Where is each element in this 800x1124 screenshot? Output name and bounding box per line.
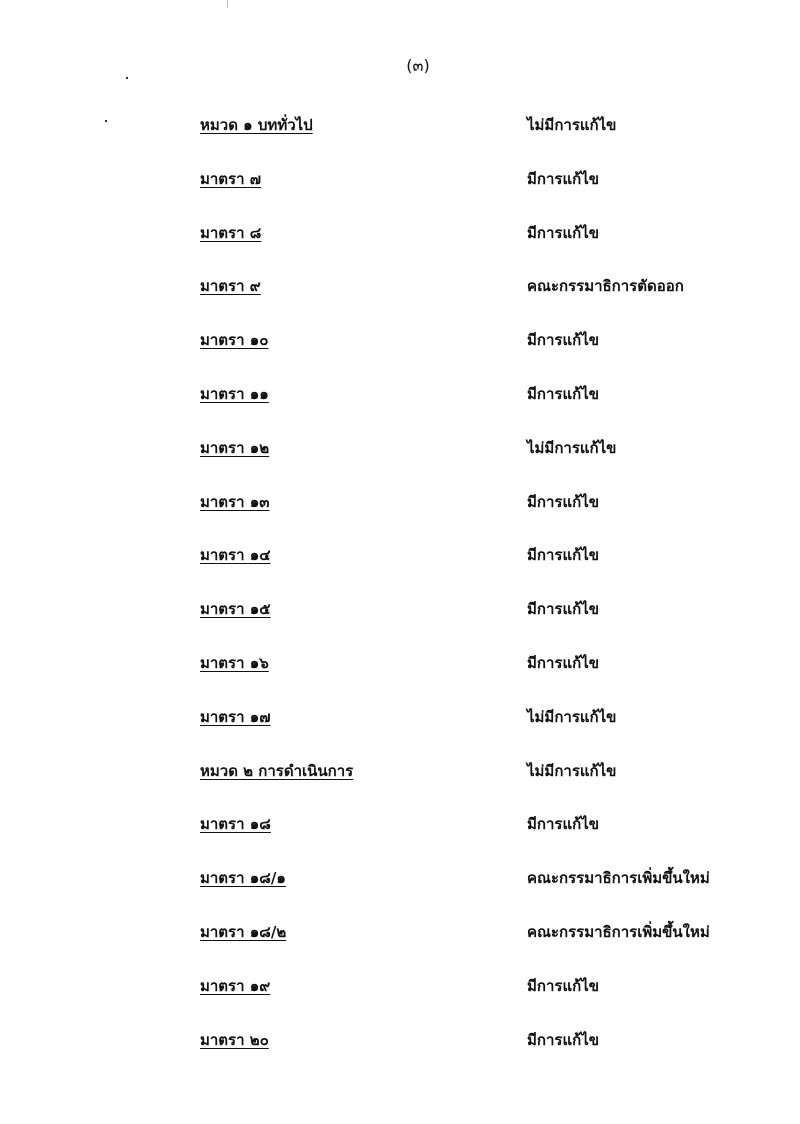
section-label: มาตรา ๒๐ xyxy=(200,1030,269,1049)
section-label: มาตรา ๑๐ xyxy=(200,331,269,350)
status-label: มีการแก้ไข xyxy=(527,492,599,511)
status-label: ไม่มีการแก้ไข xyxy=(527,707,617,726)
section-label: หมวด ๑ บททั่วไป xyxy=(200,116,313,134)
status-label: ไม่มีการแก้ไข xyxy=(527,761,617,780)
section-label: มาตรา ๑๓ xyxy=(200,492,270,511)
section-label: มาตรา ๙ xyxy=(200,277,261,296)
list-item xyxy=(0,167,800,221)
status-label: มีการแก้ไข xyxy=(527,384,599,403)
section-label: มาตรา ๑๘ xyxy=(200,815,271,834)
section-label: มาตรา ๑๔ xyxy=(200,546,271,565)
section-label: มาตรา ๑๕ xyxy=(200,600,271,619)
status-label: มีการแก้ไข xyxy=(527,976,599,995)
status-label: มีการแก้ไข xyxy=(527,653,599,672)
list-item xyxy=(0,759,800,813)
status-label: คณะกรรมาธิการเพิ่มขึ้นใหม่ xyxy=(527,922,710,941)
list-item xyxy=(0,1028,800,1082)
status-label: มีการแก้ไข xyxy=(527,331,599,350)
status-label: คณะกรรมาธิการตัดออก xyxy=(527,277,684,296)
list-item xyxy=(0,113,800,167)
list-item xyxy=(0,705,800,759)
status-label: มีการแก้ไข xyxy=(527,546,599,565)
list-item xyxy=(0,651,800,705)
status-label: มีการแก้ไข xyxy=(527,1030,599,1049)
status-label: ไม่มีการแก้ไข xyxy=(527,116,617,134)
section-label: มาตรา ๘ xyxy=(200,223,262,242)
list-item xyxy=(0,328,800,382)
section-label: มาตรา ๑๖ xyxy=(200,653,269,672)
amendment-list xyxy=(0,113,800,1081)
status-label: มีการแก้ไข xyxy=(527,815,599,834)
status-label: มีการแก้ไข xyxy=(527,600,599,619)
list-item xyxy=(0,920,800,974)
section-label: มาตรา ๑๒ xyxy=(200,438,270,457)
section-label: มาตรา ๑๘/๒ xyxy=(200,922,287,941)
list-item xyxy=(0,490,800,544)
status-label: มีการแก้ไข xyxy=(527,223,599,242)
status-label: คณะกรรมาธิการเพิ่มขึ้นใหม่ xyxy=(527,869,710,888)
list-item xyxy=(0,812,800,866)
status-label: มีการแก้ไข xyxy=(527,169,599,188)
list-item xyxy=(0,866,800,920)
list-item xyxy=(0,382,800,436)
section-label: มาตรา ๗ xyxy=(200,169,262,188)
section-label: มาตรา ๑๑ xyxy=(200,384,269,403)
list-item xyxy=(0,274,800,328)
status-label: ไม่มีการแก้ไข xyxy=(527,438,617,457)
section-label: มาตรา ๑๘/๑ xyxy=(200,869,286,888)
section-label: หมวด ๒ การดำเนินการ xyxy=(200,761,354,780)
list-item xyxy=(0,974,800,1028)
list-item xyxy=(0,221,800,275)
section-label: มาตรา ๑๗ xyxy=(200,707,271,726)
list-item xyxy=(0,543,800,597)
list-item xyxy=(0,436,800,490)
list-item xyxy=(0,597,800,651)
section-label: มาตรา ๑๙ xyxy=(200,976,271,995)
page-number: (๓) xyxy=(406,56,430,75)
scan-mark xyxy=(227,0,228,8)
